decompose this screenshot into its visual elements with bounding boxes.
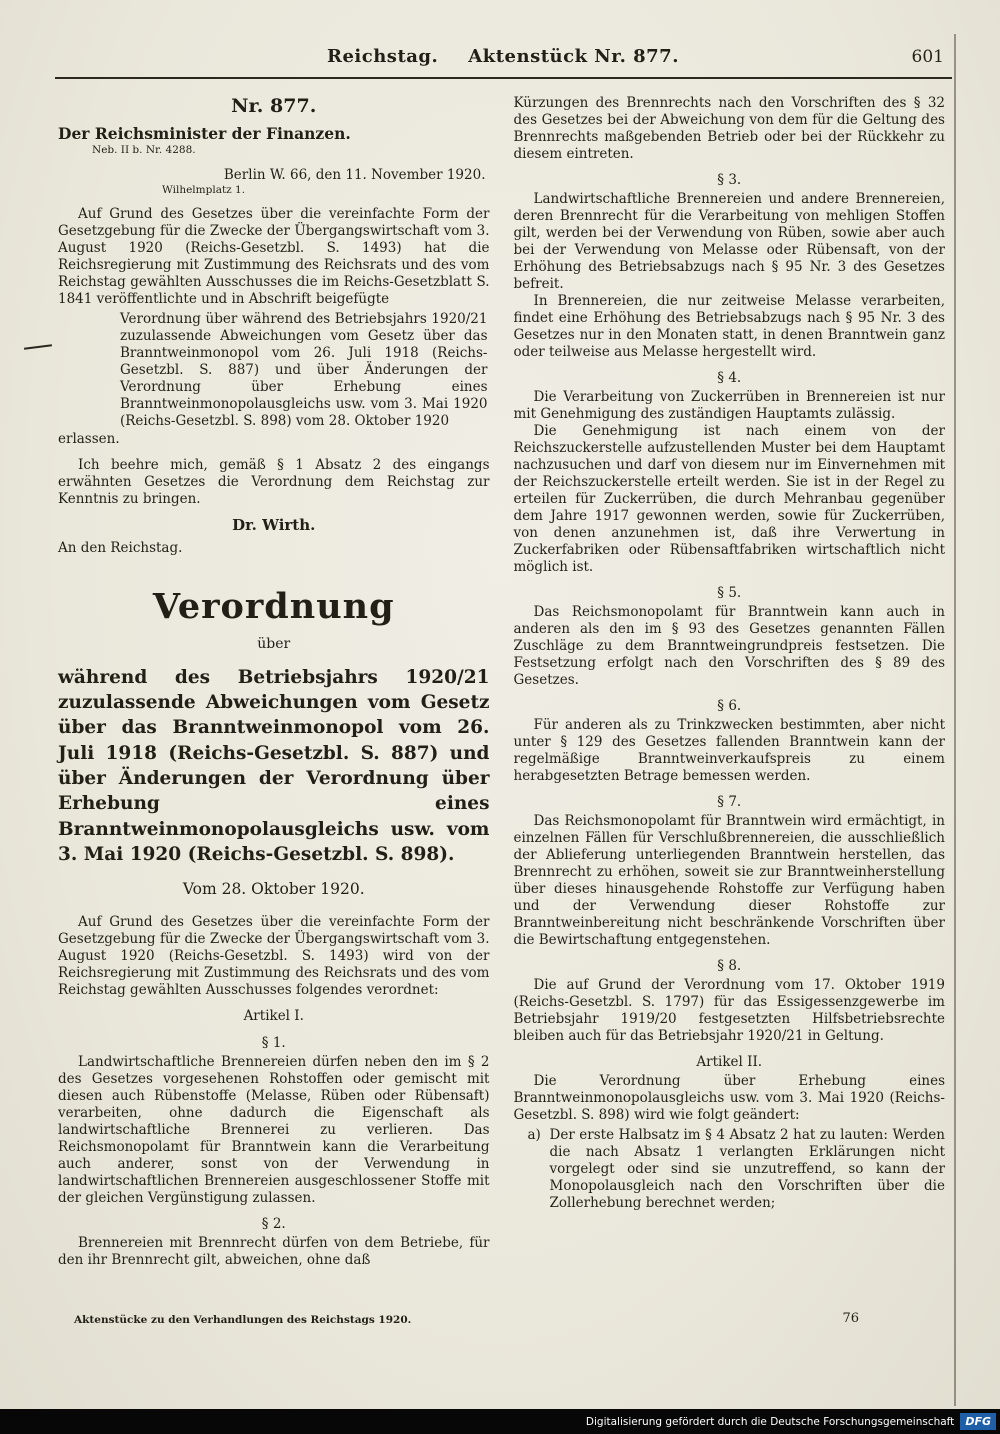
document-number: Nr. 877. xyxy=(231,95,317,117)
par-2-text-start: Brennereien mit Brennrecht dürfen von dem Betriebe, für den ihr Brennrecht gilt, abweichen, ohne daß xyxy=(58,1234,490,1268)
digitization-bar xyxy=(0,1409,1000,1434)
page-number: 601 xyxy=(911,47,944,67)
par-5-text: Das Reichsmonopolamt für Branntwein kann auch in anderen als den im § 93 des Gesetzes genannten Fällen Zuschläge zu dem Branntweingrundpreis festsetzen. Die Festsetzung erfolgt nach den Vorschriften des § 89 des Gesetzes. xyxy=(513,604,945,688)
amendment-item-a xyxy=(528,1127,946,1212)
letter-dateline: Berlin W. 66, den 11. November 1920. xyxy=(223,166,486,183)
par-6-text: Für anderen als zu Trinkzwecken bestimmten, aber nicht unter § 129 des Gesetzes fallenden Branntwein kann der regelmäßige Branntweinverkaufspreis zu einem herabgesetzten Betrage bemessen werden. xyxy=(513,717,945,784)
letter-reference: Neb. II b. Nr. 4288. xyxy=(92,144,196,157)
heading-par-3: § 3. xyxy=(717,172,742,188)
minister-signature: Dr. Wirth. xyxy=(232,515,316,534)
letter-intro-paragraph: Auf Grund des Gesetzes über die vereinfachte Form der Gesetzgebung für die Zwecke der Übergangswirtschaft vom 3. August 1920 (Reichs-Gesetzbl. S. 1493) hat die Reichsregierung mit Zustimmung des Reichsrats und des vom Reichstag gewählten Ausschusses die im Reichs-Gesetzblatt S. 1841 veröffentlichte und in Abschrift beigefügte xyxy=(58,205,490,307)
heading-par-4: § 4. xyxy=(717,370,742,386)
running-head-journal: Reichstag. xyxy=(327,46,439,67)
quoted-ordinance-title: Verordnung über während des Betriebsjahrs 1920/21 zuzulassende Abweichungen vom Gesetz über das Branntweinmonopol vom 26. Juli 1918 (Reichs-Gesetzbl. S. 887) und über Änderungen der Verordnung über Erhebung eines Branntweinmonopolausgleichs usw. vom 3. Mai 1920 (Reichs-Gesetzbl. S. 898) vom 28. Oktober 1920 xyxy=(120,310,488,429)
ordinance-preamble: Auf Grund des Gesetzes über die vereinfachte Form der Gesetzgebung für die Zwecke der Übergangswirtschaft vom 3. August 1920 (Reichs-Gesetzbl. S. 1493) wird von der Reichsregierung mit Zustimmung des Reichsrats und des vom Reichstag gewählten Ausschusses folgendes verordnet: xyxy=(58,913,490,998)
par-2-text-continuation: Kürzungen des Brennrechts nach den Vorschriften des § 32 des Gesetzes bei der Abweichung von dem für die Geltung des Brennrechts maßgebenden Betrieb oder bei der Rückkehr zu diesem eintreten. xyxy=(513,95,945,162)
running-head-piece: Aktenstück Nr. 877. xyxy=(468,46,679,67)
heading-artikel-1: Artikel I. xyxy=(243,1007,304,1024)
right-column xyxy=(514,95,946,1327)
running-head xyxy=(58,46,948,67)
digitization-credit: Digitalisierung gefördert durch die Deutsche Forschungsgemeinschaft xyxy=(585,1415,955,1428)
ordinance-title: Verordnung xyxy=(152,585,395,627)
letter-addressee: An den Reichstag. xyxy=(58,539,183,556)
text-columns xyxy=(0,79,1000,1327)
heading-par-2: § 2. xyxy=(261,1215,286,1232)
heading-artikel-2: Artikel II. xyxy=(696,1054,763,1070)
artikel-2-intro: Die Verordnung über Erhebung eines Branntweinmonopolausgleichs usw. vom 3. Mai 1920 (Reichs-Gesetzbl. S. 898) wird wie folgt geändert: xyxy=(513,1073,945,1123)
ordinance-subtitle: während des Betriebsjahrs 1920/21 zuzulassende Abweichungen vom Gesetz über das Branntweinmonopol vom 26. Juli 1918 (Reichs-Gesetzbl. S. 887) und über Änderungen der Verordnung über Erhebung eines Branntweinmonopolausgleichs usw. vom 3. Mai 1920 (Reichs-Gesetzbl. S. 898). xyxy=(58,666,490,865)
heading-par-1: § 1. xyxy=(261,1034,286,1051)
par-1-text: Landwirtschaftliche Brennereien dürfen neben den im § 2 des Gesetzes vorgesehenen Rohstoffen oder gemischt mit diesen auch Rübenstoffe (Melasse, Rüben oder Rübensaft) verarbeiten, ohne dadurch die Eigenschaft als landwirtschaftliche Brennerei zu verlieren. Das Reichsmonopolamt für Branntwein kann die Verarbeitung auch anderer, sonst von der Verwendung in landwirtschaftlichen Brennereien ausgeschlossener Stoffe mit der gleichen Vergünstigung zulassen. xyxy=(58,1053,490,1206)
par-7-text: Das Reichsmonopolamt für Branntwein wird ermächtigt, in einzelnen Fällen für Verschlußbrennereien, die ausschließlich der Ablieferung unterliegenden Branntwein herstellen, das Brennrecht zu erhöhen, soweit sie zur Branntweinherstellung über dieses hinausgehende Rohstoffe zur Verfügung haben und der Verwendung dieser Rohstoffe zur Branntweinbereitung nicht beschränkende Vorschriften über die Bewirtschaftung entgegenstehen. xyxy=(513,813,945,948)
ordinance-title-connector: über xyxy=(257,635,291,652)
page-edge-shadow xyxy=(954,34,956,1406)
dfg-logo: DFG xyxy=(960,1413,996,1430)
par-3-text-1: Landwirtschaftliche Brennereien und andere Brennereien, deren Brennrecht für die Verarbeitung von mehligen Stoffen gilt, werden bei der Verwendung von Rüben, sowie aber auch bei der Verwendung von Melasse oder Rübensaft, von der Erhöhung des Betriebsabzugs nach § 95 Nr. 3 des Gesetzes befreit. xyxy=(513,191,945,292)
page-header xyxy=(58,46,948,72)
amendment-item-a-label: a) xyxy=(527,1127,541,1143)
heading-par-5: § 5. xyxy=(717,585,742,601)
left-column xyxy=(58,95,490,1327)
heading-par-7: § 7. xyxy=(717,794,742,810)
series-footer-note: Aktenstücke zu den Verhandlungen des Reichstags 1920. xyxy=(74,1313,412,1326)
heading-par-8: § 8. xyxy=(717,958,742,974)
letter-closing-word: erlassen. xyxy=(58,430,120,447)
letter-address: Wilhelmplatz 1. xyxy=(162,183,246,196)
par-4-text-1: Die Verarbeitung von Zuckerrüben in Brennereien ist nur mit Genehmigung des zuständigen Hauptamts zulässig. xyxy=(513,389,945,422)
ordinance-date-line: Vom 28. Oktober 1920. xyxy=(182,880,365,899)
sheet-number: 76 xyxy=(842,1310,859,1326)
amendment-item-a-text: Der erste Halbsatz im § 4 Absatz 2 hat zu lauten: Werden die nach Absatz 1 verlangten Erklärungen nicht vorgelegt oder sind sie unzutreffend, so kann der Monopolausgleich nach den Vorschriften über die Zollerhebung berechnet werden; xyxy=(549,1127,945,1211)
heading-par-6: § 6. xyxy=(717,698,742,714)
par-4-text-2: Die Genehmigung ist nach einem von der Reichszuckerstelle aufzustellenden Muster bei dem Hauptamt nachzusuchen und darf von diesem nur im Einvernehmen mit der Reichszuckerstelle erteilt werden. Sie ist in der Regel zu erteilen für Zuckerrüben, die durch Mehranbau gegenüber dem Jahre 1917 gewonnen werden, sowie für Zuckerrüben, von denen anzunehmen ist, daß ihre Verwertung in Zuckerfabriken oder Rübensaftfabriken wirtschaftlich nicht möglich ist. xyxy=(513,423,945,575)
letter-sender: Der Reichsminister der Finanzen. xyxy=(58,123,351,143)
letter-notification-paragraph: Ich beehre mich, gemäß § 1 Absatz 2 des eingangs erwähnten Gesetzes die Verordnung dem Reichstag zur Kenntnis zu bringen. xyxy=(58,456,490,507)
par-8-text: Die auf Grund der Verordnung vom 17. Oktober 1919 (Reichs-Gesetzbl. S. 1797) für das Essigessenzgewerbe im Betriebsjahr 1919/20 festgesetzten Hilfsbetriebsrechte bleiben auch für das Betriebsjahr 1920/21 in Geltung. xyxy=(513,977,945,1044)
par-3-text-2: In Brennereien, die nur zeitweise Melasse verarbeiten, findet eine Erhöhung des Betriebsabzugs nach § 95 Nr. 3 des Gesetzes nur in den Monaten statt, in denen Branntwein ganz oder teilweise aus Melasse hergestellt wird. xyxy=(513,293,945,360)
